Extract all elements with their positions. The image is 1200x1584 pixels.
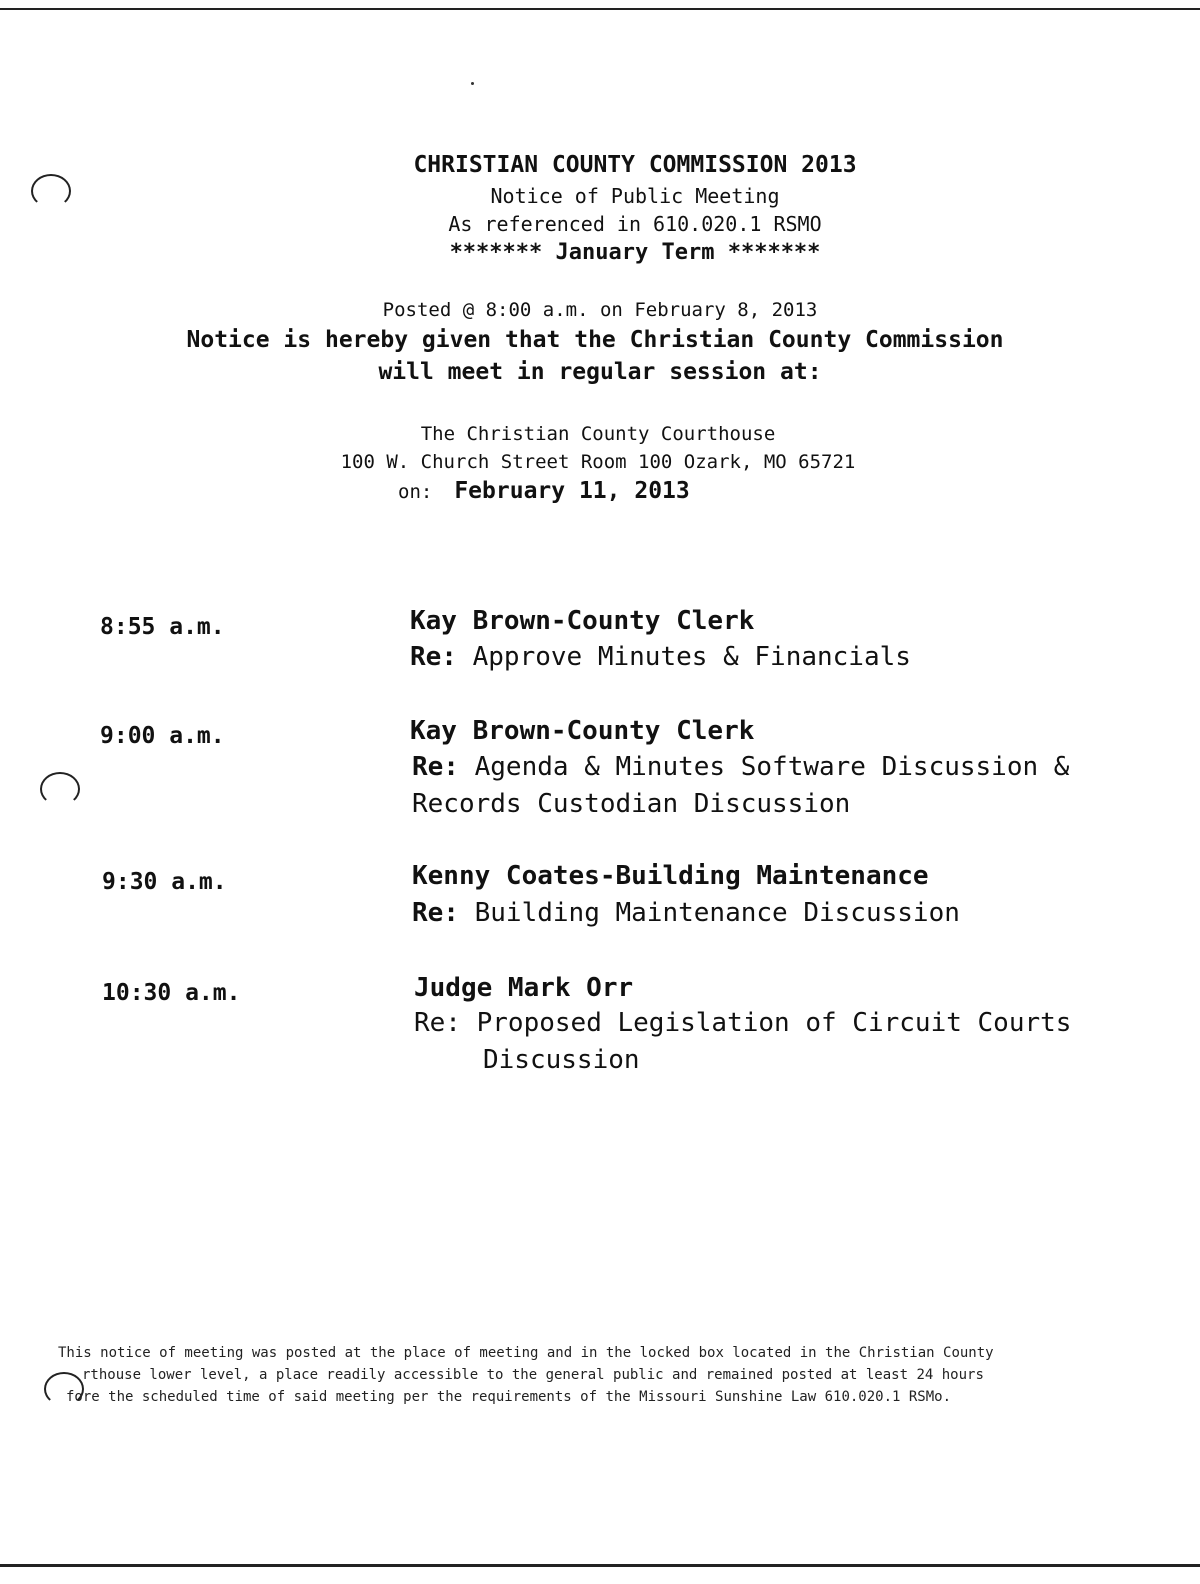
meeting-date-line — [398, 478, 690, 504]
re-label: Re: — [412, 752, 459, 782]
agenda-time: 10:30 a.m. — [102, 980, 241, 1006]
agenda-time: 8:55 a.m. — [100, 614, 225, 640]
venue-name: The Christian County Courthouse — [420, 423, 776, 445]
agenda-topic: Approve Minutes & Financials — [472, 642, 911, 672]
notice-title: CHRISTIAN COUNTY COMMISSION 2013 — [413, 152, 857, 178]
punch-hole-middle — [40, 772, 80, 806]
agenda-topic-continued: Records Custodian Discussion — [412, 789, 851, 819]
re-label: Re: — [412, 898, 459, 928]
re-label: Re: — [414, 1008, 461, 1038]
meeting-date: February 11, 2013 — [454, 478, 690, 504]
agenda-topic: Building Maintenance Discussion — [474, 898, 960, 928]
posted-line: Posted @ 8:00 a.m. on February 8, 2013 — [382, 299, 818, 321]
footer-line-3: fore the scheduled time of said meeting per the requirements of the Missouri Sunshine Law 610.020.1 RSMo. — [66, 1389, 952, 1405]
agenda-re-line — [412, 898, 960, 928]
agenda-topic-continued: Discussion — [483, 1045, 640, 1075]
footer-line-2: rthouse lower level, a place readily accessible to the general public and remained posted at least 24 hours — [82, 1367, 984, 1383]
agenda-presenter: Kenny Coates-Building Maintenance — [412, 861, 929, 891]
notice-line-1: Notice is hereby given that the Christian County Commission — [186, 327, 1004, 353]
posting-certification — [58, 1342, 1138, 1408]
venue-address: 100 W. Church Street Room 100 Ozark, MO 65721 — [340, 451, 856, 473]
term-heading: ******* January Term ******* — [449, 240, 821, 265]
top-rule — [0, 8, 1200, 10]
agenda-re-line — [412, 752, 1069, 782]
agenda-presenter: Kay Brown-County Clerk — [410, 716, 755, 746]
statute-reference: As referenced in 610.020.1 RSMO — [448, 212, 822, 236]
agenda-presenter: Kay Brown-County Clerk — [410, 606, 755, 636]
agenda-presenter: Judge Mark Orr — [414, 973, 634, 1003]
agenda-time: 9:00 a.m. — [100, 723, 225, 749]
on-label: on: — [398, 481, 433, 503]
agenda-re-line — [414, 1008, 1071, 1038]
notice-line-2: will meet in regular session at: — [378, 359, 822, 385]
notice-subtitle: Notice of Public Meeting — [490, 184, 780, 208]
footer-line-1: This notice of meeting was posted at the place of meeting and in the locked box located in the Christian County — [58, 1345, 994, 1361]
agenda-topic: Agenda & Minutes Software Discussion & — [474, 752, 1070, 782]
agenda-time: 9:30 a.m. — [102, 869, 227, 895]
agenda-re-line — [410, 642, 911, 672]
speck-mark — [471, 82, 474, 85]
agenda-topic: Proposed Legislation of Circuit Courts — [476, 1008, 1072, 1038]
bottom-rule — [0, 1564, 1200, 1567]
re-label: Re: — [410, 642, 457, 672]
